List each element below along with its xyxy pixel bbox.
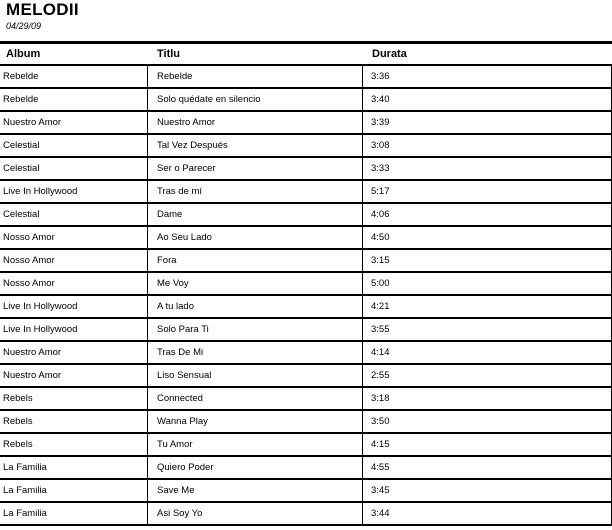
table-row: [0, 457, 612, 480]
duration-cell: 5:17: [362, 181, 612, 202]
album-cell: Nuestro Amor: [3, 370, 62, 381]
duration-cell: 4:50: [362, 227, 612, 248]
duration-cell: 4:06: [362, 204, 612, 225]
title-cell: Fora: [147, 250, 362, 271]
album-cell: Nosso Amor: [3, 278, 55, 289]
table-row: [0, 66, 612, 89]
title-cell: A tu lado: [147, 296, 362, 317]
duration-cell: 3:36: [362, 66, 612, 87]
table-row: [0, 250, 612, 273]
title-cell: Ser o Parecer: [147, 158, 362, 179]
column-header-album: Album: [6, 48, 41, 60]
table-row: [0, 112, 612, 135]
duration-cell: 3:55: [362, 319, 612, 340]
title-cell: Quiero Poder: [147, 457, 362, 478]
album-cell: Rebelde: [3, 71, 39, 82]
title-cell: Nuestro Amor: [147, 112, 362, 133]
duration-cell: 4:15: [362, 434, 612, 455]
title-cell: Ao Seu Lado: [147, 227, 362, 248]
duration-cell: 3:33: [362, 158, 612, 179]
title-cell: Tras De Mi: [147, 342, 362, 363]
album-cell: Rebels: [3, 439, 33, 450]
duration-cell: 3:18: [362, 388, 612, 409]
table-row: [0, 480, 612, 503]
title-cell: Connected: [147, 388, 362, 409]
title-cell: Solo quédate en silencio: [147, 89, 362, 110]
duration-cell: 3:15: [362, 250, 612, 271]
table-row: [0, 227, 612, 250]
table-body: [0, 66, 612, 526]
album-cell: Rebels: [3, 416, 33, 427]
duration-cell: 4:21: [362, 296, 612, 317]
title-cell: Rebelde: [147, 66, 362, 87]
title-cell: Solo Para Ti: [147, 319, 362, 340]
report-title: MELODII: [6, 0, 79, 19]
album-cell: La Familia: [3, 508, 47, 519]
table-row: [0, 296, 612, 319]
table-row: [0, 342, 612, 365]
album-cell: La Familia: [3, 462, 47, 473]
table-row: [0, 434, 612, 457]
album-cell: Nosso Amor: [3, 255, 55, 266]
duration-cell: 5:00: [362, 273, 612, 294]
title-cell: Save Me: [147, 480, 362, 501]
duration-cell: 4:55: [362, 457, 612, 478]
duration-cell: 3:08: [362, 135, 612, 156]
title-cell: Me Voy: [147, 273, 362, 294]
table-row: [0, 158, 612, 181]
duration-cell: 4:14: [362, 342, 612, 363]
title-cell: Liso Sensual: [147, 365, 362, 386]
album-cell: Rebelde: [3, 94, 39, 105]
table-row: [0, 135, 612, 158]
title-cell: Asi Soy Yo: [147, 503, 362, 524]
table-row: [0, 273, 612, 296]
album-cell: Celestial: [3, 163, 40, 174]
table-row: [0, 89, 612, 112]
duration-cell: 3:40: [362, 89, 612, 110]
table-header: [0, 44, 612, 64]
table-row: [0, 365, 612, 388]
title-cell: Tal Vez Después: [147, 135, 362, 156]
album-cell: Nosso Amor: [3, 232, 55, 243]
title-cell: Wanna Play: [147, 411, 362, 432]
table-row: [0, 319, 612, 342]
duration-cell: 2:55: [362, 365, 612, 386]
report-date: 04/29/09: [6, 21, 42, 31]
title-cell: Tu Amor: [147, 434, 362, 455]
title-cell: Dame: [147, 204, 362, 225]
table-row: [0, 503, 612, 526]
table-row: [0, 204, 612, 227]
album-cell: Nuestro Amor: [3, 117, 62, 128]
column-header-title: Titlu: [157, 48, 181, 60]
table-row: [0, 411, 612, 434]
album-cell: Nuestro Amor: [3, 347, 62, 358]
album-cell: Celestial: [3, 209, 40, 220]
table-row: [0, 388, 612, 411]
album-cell: Live In Hollywood: [3, 324, 78, 335]
duration-cell: 3:50: [362, 411, 612, 432]
album-cell: Live In Hollywood: [3, 301, 78, 312]
album-cell: Celestial: [3, 140, 40, 151]
table-row: [0, 181, 612, 204]
duration-cell: 3:39: [362, 112, 612, 133]
duration-cell: 3:44: [362, 503, 612, 524]
duration-cell: 3:45: [362, 480, 612, 501]
column-header-duration: Durata: [372, 48, 407, 60]
album-cell: La Familia: [3, 485, 47, 496]
album-cell: Rebels: [3, 393, 33, 404]
album-cell: Live In Hollywood: [3, 186, 78, 197]
title-cell: Tras de mí: [147, 181, 362, 202]
